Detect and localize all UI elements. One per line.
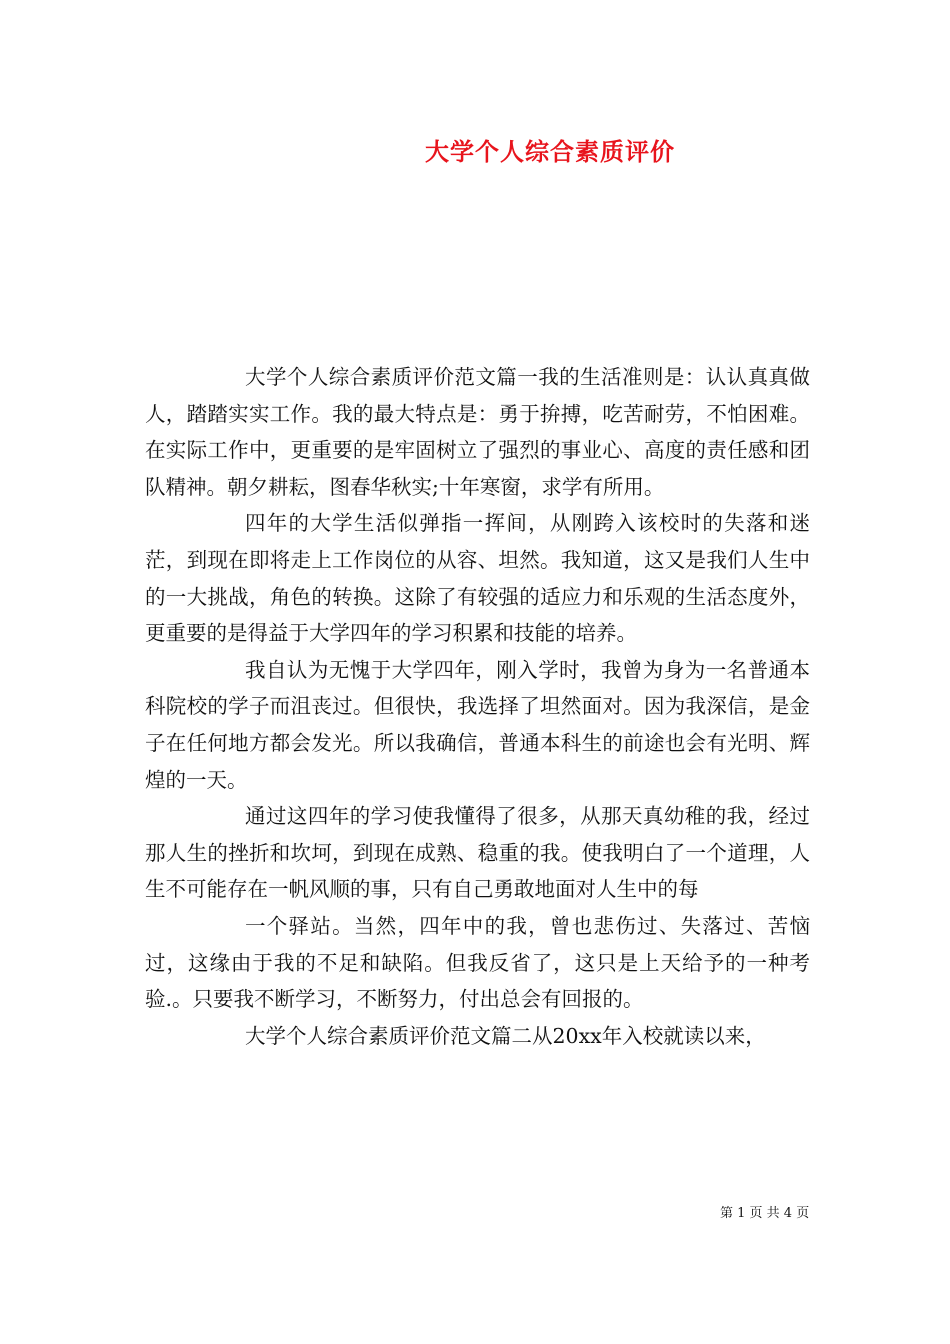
paragraph: 大学个人综合素质评价范文篇一我的生活准则是：认认真真做人，踏踏实实工作。我的最大特点是：勇于拚搏，吃苦耐劳，不怕困难。在实际工作中，更重要的是牢固树立了强烈的事业心、高度的责任感和团队精神。朝夕耕耘，图春华秋实;十年寒窗，求学有所用。	[145, 365, 810, 499]
paragraph: 四年的大学生活似弹指一挥间，从刚跨入该校时的失落和迷茫，到现在即将走上工作岗位的从容、坦然。我知道，这又是我们人生中的一大挑战，角色的转换。这除了有较强的适应力和乐观的生活态度外，更重要的是得益于大学四年的学习积累和技能的培养。	[145, 511, 810, 646]
paragraph: 通过这四年的学习使我懂得了很多，从那天真幼稚的我，经过那人生的挫折和坎坷，到现在成熟、稳重的我。使我明白了一个道理，人生不可能存在一帆风顺的事，只有自己勇敢地面对人生中的每	[145, 804, 810, 902]
document-body	[145, 359, 810, 1054]
paragraph: 一个驿站。当然，四年中的我，曾也悲伤过、失落过、苦恼过，这缘由于我的不足和缺陷。但我反省了，这只是上天给予的一种考验.。只要我不断学习，不断努力，付出总会有回报的。	[145, 913, 810, 1012]
page-number: 第 1 页 共 4 页	[720, 1206, 810, 1221]
paragraph: 我自认为无愧于大学四年，刚入学时，我曾为身为一名普通本科院校的学子而沮丧过。但很快，我选择了坦然面对。因为我深信，是金子在任何地方都会发光。所以我确信，普通本科生的前途也会有光明、辉煌的一天。	[145, 657, 810, 792]
paragraph: 大学个人综合素质评价范文篇二从20xx年入校就读以来，	[245, 1023, 766, 1048]
document-title: 大学个人综合素质评价	[425, 137, 675, 166]
